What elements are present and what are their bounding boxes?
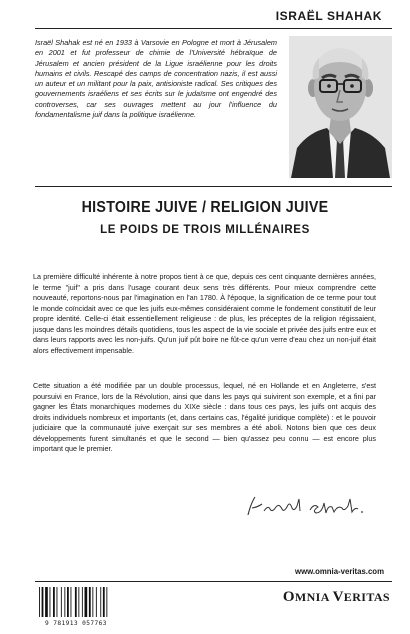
author-signature (242, 493, 382, 523)
book-subtitle: LE POIDS DE TROIS MILLÉNAIRES (100, 224, 310, 236)
logo-text-part-2: ERITAS (343, 590, 390, 604)
author-portrait (289, 36, 392, 178)
barcode-bars (36, 586, 116, 618)
publisher-logo (283, 589, 390, 606)
logo-letter-v: V (332, 589, 344, 605)
bottom-divider (35, 581, 392, 582)
middle-divider (35, 186, 392, 187)
logo-letter-o: O (282, 589, 295, 605)
isbn-barcode (36, 586, 116, 628)
isbn-number: 9 781913 057763 (45, 620, 107, 627)
top-divider (35, 28, 392, 29)
author-name: ISRAËL SHAHAK (275, 9, 382, 23)
body-paragraph-1: La première difficulté inhérente à notre propos tient à ce que, depuis ces cent cinquante dernières années, le terme "juif" a pris dans l'usage courant deux sens très différents. Pour mieux comprendre cette nouveauté, reportons-nous par l'imagination en l'an 1780. À l'époque, la signification de ce terme pour tout le monde coïncidait avec ce que les juifs eux-mêmes considéraient comme le fondement constitutif de leur propre identité. Celle-ci était essentiellement religieuse : de plus, les préceptes de la religion régissaient, jusque dans les moindres détails quotidiens, tous les aspect de la vie sociale et privée des juifs entre eux et dans leurs rapports avec les non-juifs. Qu'un juif pût boire ne fût-ce qu'un verre d'eau chez un non-juif était alors effectivement impensable. (33, 272, 376, 355)
logo-text-part-1: MNIA (294, 590, 333, 604)
book-title: HISTOIRE JUIVE / RELIGION JUIVE (81, 199, 329, 216)
publisher-website[interactable]: www.omnia-veritas.com (295, 567, 384, 576)
author-bio: Israël Shahak est né en 1933 à Varsovie en Pologne et mort à Jérusalem en 2001 et fut professeur de chimie de l'Université hébraïque de Jérusalem et ancien président de la Ligue israélienne pour les droits humains et civils. Rescapé des camps de concentration nazis, il est aussi un auteur et un militant pour la paix, antisioniste radical. Ses critiques des gouvernements israéliens et ses écrits sur le judaïsme ont engendré des controverses, car ses ouvrages mettent au jour l'influence du fondamentalisme juif dans la politique israélienne. (35, 38, 277, 120)
body-paragraph-2: Cette situation a été modifiée par un double processus, lequel, né en Hollande et en Angleterre, s'est poursuivi en France, lors de la Révolution, ainsi que dans les pays qui suivirent son exemple, et a fini par gagner les États monarchiques modernes du XIXe siècle : dans tous ces pays, les juifs ont acquis des droits individuels nombreux et importants (et, dans certains cas, l'égalité juridique complète) : et le pouvoir judiciaire que la communauté juive exerçait sur ses membres a été aboli. Notons bien que ces deux développements furent simultanés et que le second — bien qu'assez peu connu — est encore plus important que le premier. (33, 381, 376, 453)
